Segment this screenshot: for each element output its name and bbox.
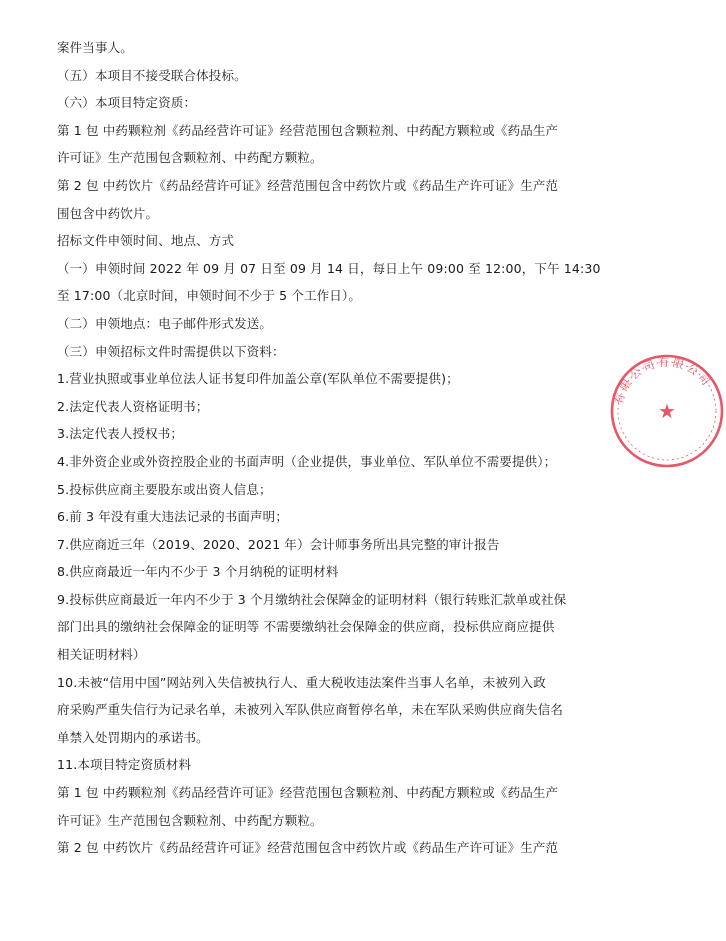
text-line: 许可证》生产范围包含颗粒剂、中药配方颗粒。 xyxy=(57,812,323,828)
text-line: （二）申领地点：电子邮件形式发送。 xyxy=(57,315,273,331)
svg-text:★: ★ xyxy=(658,399,676,423)
text-line: 第 1 包 中药颗粒剂《药品经营许可证》经营范围包含颗粒剂、中药配方颗粒或《药品生产 xyxy=(57,122,559,138)
list-item: 10.未被“信用中国”网站列入失信被执行人、重大税收违法案件当事人名单，未被列入政 xyxy=(57,674,546,690)
list-item: 2.法定代表人资格证明书； xyxy=(57,398,209,414)
list-item: 8.供应商最近一年内不少于 3 个月纳税的证明材料 xyxy=(57,564,339,580)
text-line: 部门出具的缴纳社会保障金的证明等 不需要缴纳社会保障金的供应商，投标供应商应提供 xyxy=(57,619,555,635)
official-seal-stamp xyxy=(608,352,726,470)
text-line: 第 1 包 中药颗粒剂《药品经营许可证》经营范围包含颗粒剂、中药配方颗粒或《药品生产 xyxy=(57,785,559,801)
list-item: 4.非外资企业或外资控股企业的书面声明（企业提供，事业单位、军队单位不需要提供）； xyxy=(57,453,557,469)
text-line: 单禁入处罚期内的承诺书。 xyxy=(57,729,209,745)
list-item: 3.法定代表人授权书； xyxy=(57,426,184,442)
list-item: 5.投标供应商主要股东或出资人信息； xyxy=(57,481,272,497)
text-line: （一）申领时间 2022 年 09 月 07 日至 09 月 14 日，每日上午 09:00 至 12:00，下午 14:30 xyxy=(57,260,601,276)
text-line: （三）申领招标文件时需提供以下资料： xyxy=(57,343,285,359)
list-item: 9.投标供应商最近一年内不少于 3 个月缴纳社会保障金的证明材料（银行转账汇款单或社保 xyxy=(57,591,567,607)
list-item: 6.前 3 年没有重大违法记录的书面声明； xyxy=(57,509,288,525)
svg-text:有限公司有限公司: 有限公司有限公司 xyxy=(612,355,715,407)
text-line: 至 17:00（北京时间，申领时间不少于 5 个工作日）。 xyxy=(57,288,361,304)
document-body xyxy=(57,34,601,862)
section-heading: 招标文件申领时间、地点、方式 xyxy=(57,233,235,249)
text-line: （五）本项目不接受联合体投标。 xyxy=(57,67,247,83)
text-line: 相关证明材料） xyxy=(57,647,146,663)
text-line: 第 2 包 中药饮片《药品经营许可证》经营范围包含中药饮片或《药品生产许可证》生产范 xyxy=(57,840,559,856)
list-item: 1.营业执照或事业单位法人证书复印件加盖公章(军队单位不需要提供)； xyxy=(57,371,459,387)
list-item: 7.供应商近三年（2019、2020、2021 年）会计师事务所出具完整的审计报告 xyxy=(57,536,500,552)
text-line: （六）本项目特定资质： xyxy=(57,95,197,111)
text-line: 围包含中药饮片。 xyxy=(57,205,159,221)
text-line: 第 2 包 中药饮片《药品经营许可证》经营范围包含中药饮片或《药品生产许可证》生产范 xyxy=(57,177,559,193)
text-line: 府采购严重失信行为记录名单，未被列入军队供应商暂停名单，未在军队采购供应商失信名 xyxy=(57,702,564,718)
text-line: 许可证》生产范围包含颗粒剂、中药配方颗粒。 xyxy=(57,150,323,166)
list-item: 11.本项目特定资质材料 xyxy=(57,757,192,773)
text-line: 案件当事人。 xyxy=(57,40,133,55)
